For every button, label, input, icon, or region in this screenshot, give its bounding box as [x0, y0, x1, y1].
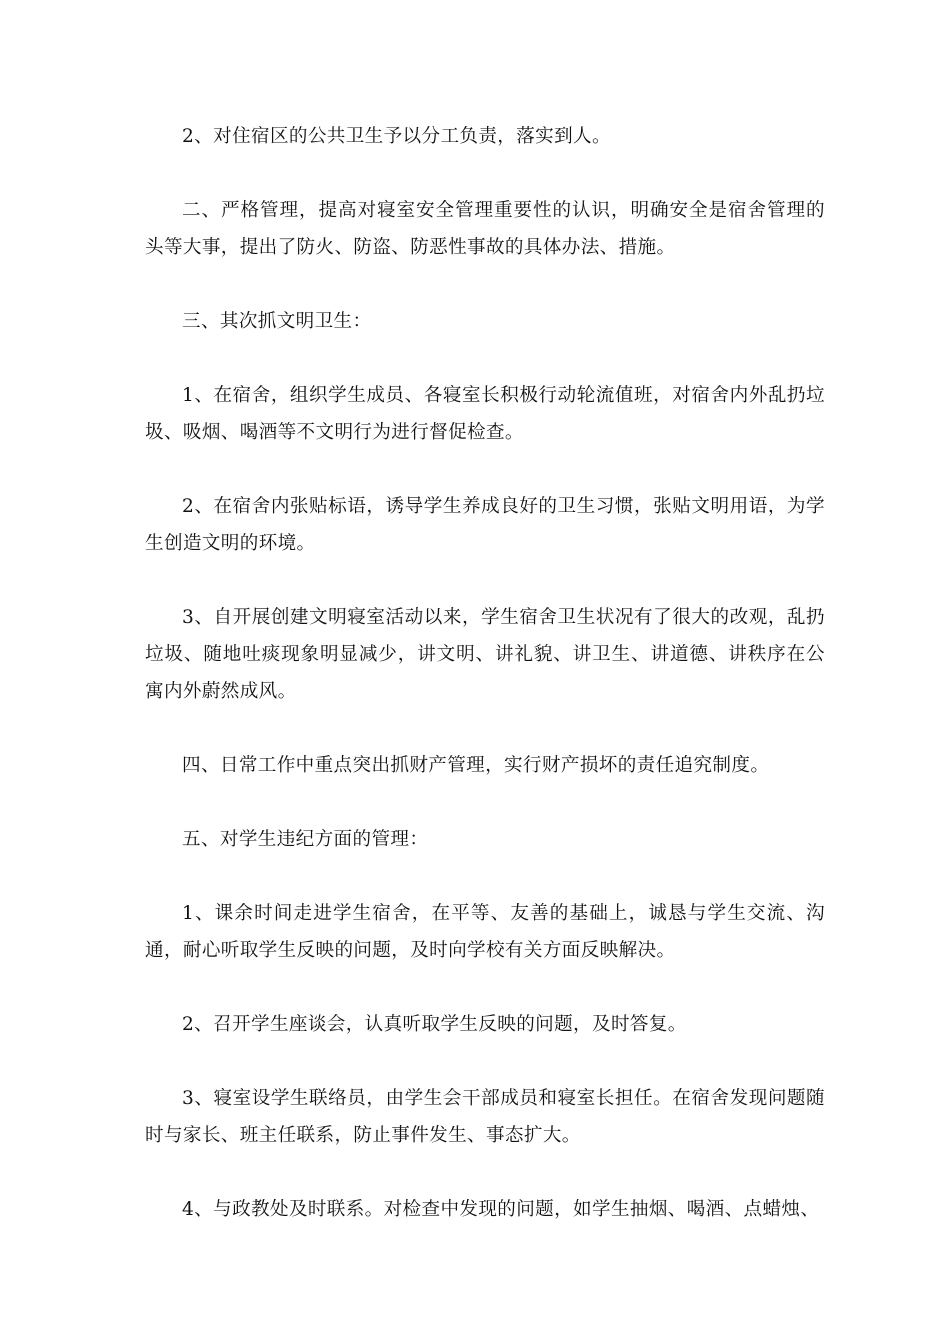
paragraph-7: 四、日常工作中重点突出抓财产管理，实行财产损坏的责任追究制度。: [182, 755, 770, 776]
paragraph-5: 2、在宿舍内张贴标语，诱导学生养成良好的卫生习惯，张贴文明用语，为学生创造文明的环境。: [145, 496, 825, 554]
paragraph-2: 二、严格管理，提高对寝室安全管理重要性的认识，明确安全是宿舍管理的头等大事，提出了防火、防盗、防恶性事故的具体办法、措施。: [145, 200, 825, 258]
paragraph-10: 2、召开学生座谈会，认真听取学生反映的问题，及时答复。: [182, 1014, 687, 1035]
paragraph-4: 1、在宿舍，组织学生成员、各寝室长积极行动轮流值班，对宿舍内外乱扔垃圾、吸烟、喝酒等不文明行为进行督促检查。: [145, 385, 825, 443]
paragraph-6: 3、自开展创建文明寝室活动以来，学生宿舍卫生状况有了很大的改观，乱扔垃圾、随地吐痰现象明显减少，讲文明、讲礼貌、讲卫生、讲道德、讲秩序在公寓内外蔚然成风。: [145, 607, 825, 702]
paragraph-1: 2、对住宿区的公共卫生予以分工负责，落实到人。: [182, 126, 611, 147]
paragraph-8: 五、对学生违纪方面的管理：: [182, 829, 429, 850]
paragraph-3: 三、其次抓文明卫生：: [182, 311, 372, 332]
paragraph-12: 4、与政教处及时联系。对检查中发现的问题，如学生抽烟、喝酒、点蜡烛、: [182, 1199, 820, 1220]
paragraph-11: 3、寝室设学生联络员，由学生会干部成员和寝室长担任。在宿舍发现问题随时与家长、班主任联系，防止事件发生、事态扩大。: [145, 1088, 825, 1146]
document-body: [145, 118, 825, 1265]
paragraph-9: 1、课余时间走进学生宿舍，在平等、友善的基础上，诚恳与学生交流、沟通，耐心听取学生反映的问题，及时向学校有关方面反映解决。: [145, 903, 825, 961]
